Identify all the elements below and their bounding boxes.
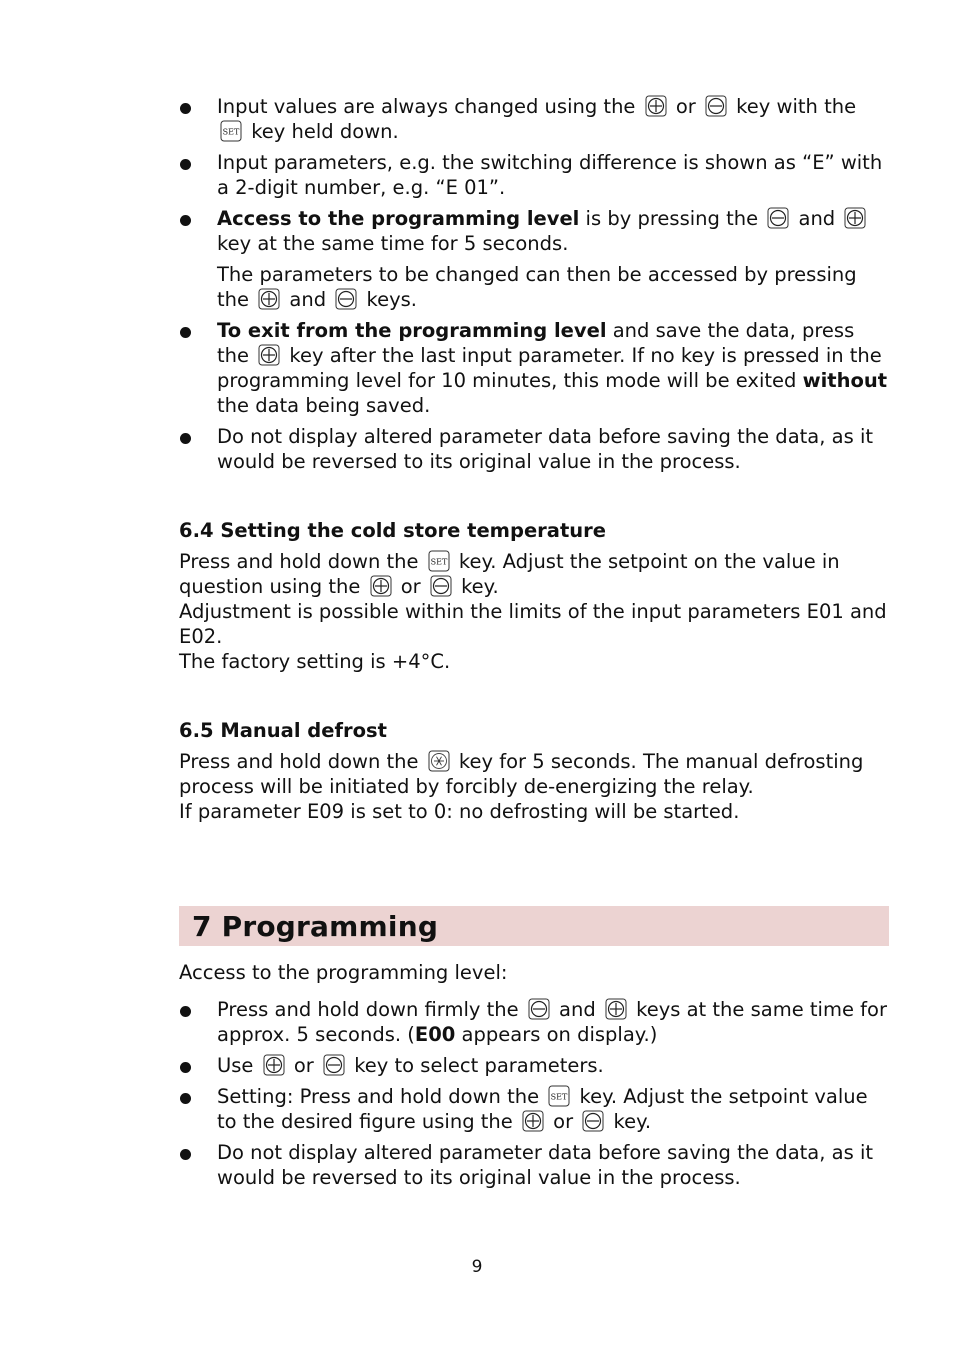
plus-key-icon <box>370 575 392 597</box>
svg-text:SET: SET <box>430 557 448 567</box>
minus-key-icon <box>335 288 357 310</box>
plus-key-icon <box>258 288 280 310</box>
defrost-key-icon <box>428 750 450 772</box>
list-item <box>179 150 889 200</box>
svg-text:SET: SET <box>222 127 240 137</box>
minus-key-icon <box>705 95 727 117</box>
paragraph: If parameter E09 is set to 0: no defrosting will be started. <box>179 800 740 823</box>
set-key-icon <box>548 1085 570 1107</box>
minus-key-icon <box>528 998 550 1020</box>
list-item <box>179 1140 889 1190</box>
list-item <box>179 318 889 418</box>
instruction-list <box>179 94 889 474</box>
list-item-text: To exit from the programming level and save the data, press the key after the last input parameter. If no key is pressed in the programming level for 10 minutes, this mode will be exited without the data being saved. <box>217 319 888 417</box>
list-item-text: Do not display altered parameter data before saving the data, as it would be reversed to its original value in the process. <box>217 425 874 473</box>
bold-text: without <box>802 369 888 392</box>
list-item <box>179 997 889 1047</box>
paragraph: Adjustment is possible within the limits of the input parameters E01 and E02. <box>179 600 887 648</box>
bold-text: Access to the programming level <box>217 207 580 230</box>
plus-key-icon <box>263 1054 285 1076</box>
list-item-text: Do not display altered parameter data before saving the data, as it would be reversed to its original value in the process. <box>217 1141 874 1189</box>
list-item-text: Use or key to select parameters. <box>217 1054 604 1077</box>
section-6-5-body <box>179 749 889 824</box>
programming-steps-list <box>179 997 889 1190</box>
section-6-5-title: 6.5 Manual defrost <box>179 719 387 742</box>
list-item-text: Press and hold down firmly the and keys at the same time for approx. 5 seconds. (E00 appears on display.) <box>217 998 887 1046</box>
chapter-7-title: 7 Programming <box>192 909 439 943</box>
minus-key-icon <box>767 207 789 229</box>
chapter-7-heading-bar <box>179 906 889 946</box>
paragraph: Press and hold down the key for 5 seconds. The manual defrosting process will be initiated by forcibly de-energizing the relay. <box>179 750 864 798</box>
list-item <box>179 424 889 474</box>
svg-text:SET: SET <box>550 1092 568 1102</box>
list-item-text: Input values are always changed using the or key with the SET key held down. <box>217 95 857 143</box>
minus-key-icon <box>323 1054 345 1076</box>
bold-text: To exit from the programming level <box>217 319 607 342</box>
section-6-4-title: 6.4 Setting the cold store temperature <box>179 519 606 542</box>
plus-key-icon <box>645 95 667 117</box>
set-key-icon <box>428 550 450 572</box>
minus-key-icon <box>430 575 452 597</box>
section-6-5 <box>179 718 889 824</box>
section-6-4-body <box>179 549 889 674</box>
list-item-text: Setting: Press and hold down the SET key. Adjust the setpoint value to the desired figure using the or key. <box>217 1085 868 1133</box>
list-item-subtext: The parameters to be changed can then be accessed by pressing the and keys. <box>217 263 857 311</box>
list-item <box>179 206 889 312</box>
list-item-text: Access to the programming level is by pressing the and key at the same time for 5 seconds. <box>217 206 889 256</box>
list-item-text: Input parameters, e.g. the switching difference is shown as “E” with a 2-digit number, e.g. “E 01”. <box>217 151 883 199</box>
list-item <box>179 1084 889 1134</box>
plus-key-icon <box>605 998 627 1020</box>
set-key-icon <box>220 120 242 142</box>
plus-key-icon <box>844 207 866 229</box>
list-item <box>179 1053 889 1078</box>
plus-key-icon <box>522 1110 544 1132</box>
page-content <box>179 94 889 1196</box>
plus-key-icon <box>258 344 280 366</box>
chapter-7-intro: Access to the programming level: <box>179 961 508 984</box>
paragraph: Press and hold down the SET key. Adjust the setpoint on the value in question using the or key. <box>179 550 840 598</box>
list-item <box>179 94 889 144</box>
bold-text: E00 <box>414 1023 456 1046</box>
minus-key-icon <box>582 1110 604 1132</box>
section-6-4 <box>179 518 889 674</box>
page-number: 9 <box>471 1257 483 1277</box>
paragraph: The factory setting is +4°C. <box>179 650 451 673</box>
